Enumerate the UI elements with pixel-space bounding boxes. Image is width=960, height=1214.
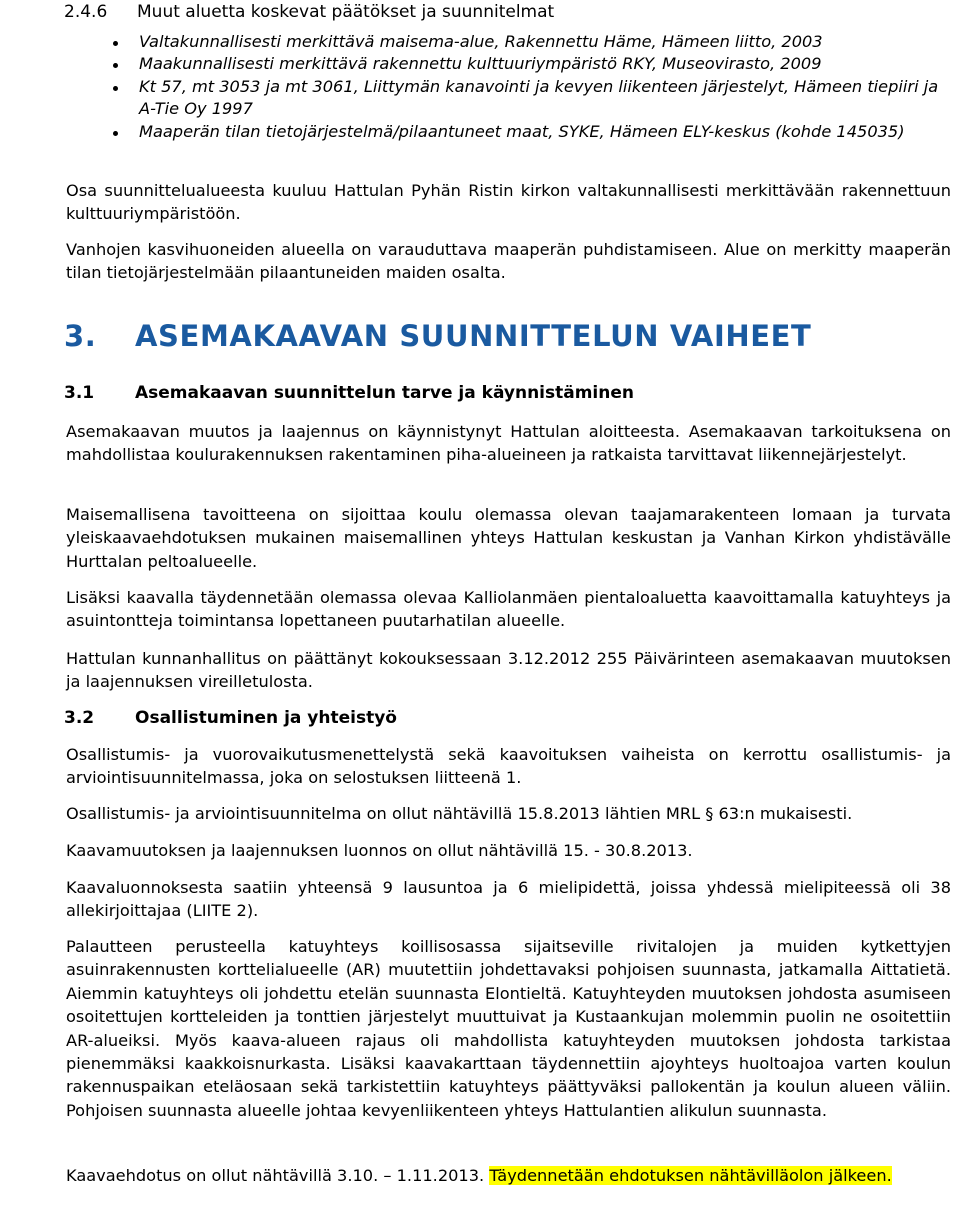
proposal-availability-paragraph <box>66 1164 951 1187</box>
feedback-changes-paragraph: Palautteen perusteella katuyhteys koillisosassa sijaitseville rivitalojen ja muiden kytkettyjen asuinrakennusten korttelialueelle (AR) muutettiin johdettavaksi pohjoisen suunnasta, jatkamalla Aittatietä. Aiemmin katuyhteys oli johdettu etelän suunnasta Elontieltä. Katuyhteyden muutoksen johdosta asumiseen osoitettujen kortteleiden ja tonttien järjestelyt muuttuivat ja Kustaankujan molemmin puolin ne osoitettiin AR-alueiksi. Myös kaava-alueen rajaus oli mahdollista katuyhteyden muutoksen johdosta tarkistaa pienemmäksi kaakkoisnurkasta. Lisäksi kaavakarttaan täydennettiin ajoyhteys huoltoajoa varten koulun rakennuspaikan eteläosaan sekä tarkistettiin katuyhteys päättyväksi pallokentän ja koulun alueen väliin. Pohjoisen suunnasta alueelle johtaa kevyenliikenteen yhteys Hattulantien alikulun suunnasta. <box>66 937 951 1120</box>
section-title: Asemakaavan suunnittelun tarve ja käynnistäminen <box>135 383 634 403</box>
draft-availability-paragraph: Kaavamuutoksen ja laajennuksen luonnos on ollut nähtävillä 15. - 30.8.2013. <box>66 841 693 860</box>
reference-text: Maaperän tilan tietojärjestelmä/pilaantuneet maat, SYKE, Hämeen ELY-keskus (kohde 145035) <box>139 121 905 141</box>
subsection-number: 2.4.6 <box>64 2 108 22</box>
oas-availability-paragraph: Osallistumis- ja arviointisuunnitelma on ollut nähtävillä 15.8.2013 lähtien MRL § 63:n mukaisesti. <box>66 804 853 823</box>
reference-item <box>0 53 960 75</box>
section-title: Osallistuminen ja yhteistyö <box>135 708 397 728</box>
reference-item <box>0 121 960 143</box>
reference-text: Kt 57, mt 3053 ja mt 3061, Liittymän kanavointi ja kevyen liikenteen järjestelyt, Hämeen tiepiiri ja A-Tie Oy 1997 <box>139 76 939 119</box>
subsection-title: Muut aluetta koskevat päätökset ja suunnitelmat <box>137 2 555 22</box>
supplement-paragraph: Lisäksi kaavalla täydennetään olemassa olevaa Kalliolanmäen pientaloaluetta kaavoittamalla katuyhteys ja asuintontteja toimintansa lopettaneen puutarhatilan alueelle. <box>66 588 951 631</box>
section-number: 3.1 <box>64 383 95 403</box>
bullet-icon <box>113 41 118 46</box>
bullet-icon <box>113 63 118 68</box>
chapter-number: 3. <box>64 319 97 353</box>
reference-text: Valtakunnallisesti merkittävä maisema-alue, Rakennettu Häme, Hämeen liitto, 2003 <box>139 32 823 51</box>
chapter-title: ASEMAKAAVAN SUUNNITTELUN VAIHEET <box>135 319 812 353</box>
section-number: 3.2 <box>64 708 95 728</box>
bullet-icon <box>113 131 118 136</box>
initiation-paragraph: Asemakaavan muutos ja laajennus on käynnistynyt Hattulan aloitteesta. Asemakaavan tarkoituksena on mahdollistaa koulurakennuksen rakentaminen piha-alueineen ja ratkaista tarvittavat liikennejärjestelyt. <box>66 422 951 465</box>
council-decision-paragraph: Hattulan kunnanhallitus on päättänyt kokouksessaan 3.12.2012 255 Päivärinteen asemakaavan muutoksen ja laajennuksen vireilletulosta. <box>66 649 951 692</box>
cultural-environment-paragraph: Osa suunnittelualueesta kuuluu Hattulan Pyhän Ristin kirkon valtakunnallisesti merkittävään rakennettuun kulttuuriympäristöön. <box>66 181 951 224</box>
reference-text: Maakunnallisesti merkittävä rakennettu kulttuuriympäristö RKY, Museovirasto, 2009 <box>139 54 822 74</box>
reference-list <box>0 31 960 143</box>
bullet-icon <box>113 86 118 91</box>
reference-item <box>0 31 960 53</box>
landscape-goal-paragraph: Maisemallisena tavoitteena on sijoittaa koulu olemassa olevan taajamarakenteen lomaan ja turvata yleiskaavaehdotuksen mukainen maisemallinen yhteys Hattulan keskustan ja Vanhan Kirkon yhdistävälle Hurttalan peltoalueelle. <box>66 505 951 571</box>
proposal-availability-text: Kaavaehdotus on ollut nähtävillä 3.10. – 1.11.2013. <box>66 1166 485 1185</box>
soil-remediation-paragraph: Vanhojen kasvihuoneiden alueella on varauduttava maaperän puhdistamiseen. Alue on merkitty maaperän tilan tietojärjestelmään pilaantuneiden maiden osalta. <box>66 240 951 283</box>
highlighted-note: Täydennetään ehdotuksen nähtävilläolon jälkeen. <box>489 1166 892 1185</box>
reference-item <box>0 76 960 121</box>
statements-paragraph: Kaavaluonnoksesta saatiin yhteensä 9 lausuntoa ja 6 mielipidettä, joissa yhdessä mielipiteessä oli 38 allekirjoittajaa (LIITE 2). <box>66 878 951 921</box>
participation-paragraph: Osallistumis- ja vuorovaikutusmenettelystä sekä kaavoituksen vaiheista on kerrottu osallistumis- ja arviointisuunnitelmassa, joka on selostuksen liitteenä 1. <box>66 745 951 788</box>
